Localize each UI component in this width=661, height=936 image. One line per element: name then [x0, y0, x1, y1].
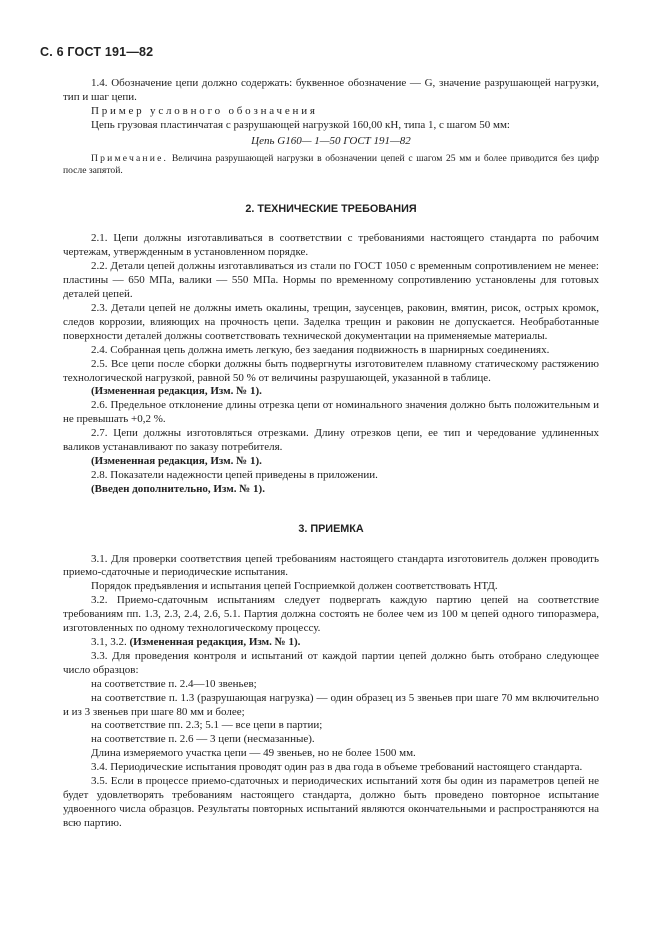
section-3-title: 3. ПРИЕМКА — [298, 522, 364, 535]
addition-note: (Введен дополнительно, Изм. № 1). — [91, 482, 265, 495]
note-label: Примечание. — [91, 152, 169, 164]
sample-item: на соответствие пп. 2.3; 5.1 — все цепи в партии; — [91, 719, 323, 732]
clause-2-5: 2.5. Все цепи после сборки должны быть подвергнуты изготовителем плавному статическому растяжению технологической нагрузкой, равной 50 % от величины разрушающей, указанной в таблице. — [63, 357, 599, 384]
clause-2-6: 2.6. Предельное отклонение длины отрезка цепи от номинального значения должно быть положительным и не превышать +0,2 %. — [63, 399, 599, 426]
clause-2-7: 2.7. Цепи должны изготовляться отрезками. Длину отрезков цепи, ее тип и чередование удлиненных валиков устанавливают по заказу потребителя. — [63, 427, 599, 454]
clause-3-4: 3.4. Периодические испытания проводят один раз в два года в объеме требований настоящего стандарта. — [91, 761, 583, 774]
example-label: Пример условного обозначения — [91, 104, 318, 117]
example-text: Цепь грузовая пластинчатая с разрушающей нагрузкой 160,00 кН, типа 1, с шагом 50 мм: — [91, 118, 510, 131]
revision-note — [63, 636, 599, 650]
revision-prefix: 3.1, 3.2. — [91, 636, 130, 648]
clause-2-3: 2.3. Детали цепей не должны иметь окалины, трещин, заусенцев, раковин, вмятин, рисок, острых кромок, следов коррозии, влияющих на прочность цепи. Заделка трещин и раковин не допускается. Необработанные поверхности деталей должны соответствовать технической документации на применяемые материалы. — [63, 301, 599, 342]
clause-1-4: 1.4. Обозначение цепи должно содержать: буквенное обозначение — G, значение разрушающей нагрузки, тип и шаг цепи. — [63, 77, 599, 103]
section-2-title: 2. ТЕХНИЧЕСКИЕ ТРЕБОВАНИЯ — [245, 202, 417, 215]
revision-note: (Измененная редакция, Изм. № 1). — [91, 454, 262, 467]
note — [63, 153, 599, 177]
note-text: Величина разрушающей нагрузки в обозначении цепей с шагом 25 мм и более приводится без цифр после запятой. — [63, 152, 599, 176]
clause-2-8: 2.8. Показатели надежности цепей приведены в приложении. — [91, 468, 378, 481]
clause-3-1-order: Порядок предъявления и испытания цепей Госприемкой должен соответствовать НТД. — [91, 580, 498, 593]
clause-2-1: 2.1. Цепи должны изготавливаться в соответствии с требованиями настоящего стандарта по рабочим чертежам, утвержденным в установленном порядке. — [63, 232, 599, 259]
clause-3-5: 3.5. Если в процессе приемо-сдаточных и периодических испытаний хотя бы один из параметров цепей не будет удовлетворять требованиям настоящего стандарта, должно быть проведено повторное испытание удвоенного числа образцов. Результаты повторных испытаний являются окончательными и распространяются на всю партию. — [63, 775, 599, 829]
designation-formula: Цепь G160— 1—50 ГОСТ 191—82 — [251, 134, 411, 147]
revision-note: (Измененная редакция, Изм. № 1). — [91, 385, 262, 398]
sample-item: на соответствие п. 2.4—10 звеньев; — [91, 677, 257, 690]
clause-2-4: 2.4. Собранная цепь должна иметь легкую, без заедания подвижность в шарнирных соединениях. — [91, 343, 550, 356]
sample-item: на соответствие п. 2.6 — 3 цепи (несмазанные). — [91, 733, 315, 746]
measured-length: Длина измеряемого участка цепи — 49 звеньев, но не более 1500 мм. — [91, 747, 416, 760]
clause-3-1: 3.1. Для проверки соответствия цепей требованиям настоящего стандарта изготовитель должен проводить приемо-сдаточные и периодические испытания. — [63, 552, 599, 579]
sample-item: на соответствие п. 1.3 (разрушающая нагрузка) — один образец из 5 звеньев при шаге 70 мм включительно и из 3 звеньев при шаге 80 мм и более; — [63, 691, 599, 718]
page-content — [63, 77, 599, 831]
page-header: С. 6 ГОСТ 191—82 — [40, 45, 154, 59]
revision-text: (Измененная редакция, Изм. № 1). — [129, 636, 301, 648]
clause-3-2: 3.2. Приемо-сдаточным испытаниям следует подвергать каждую партию цепей на соответствие требованиям пп. 1.3, 2.3, 2.4, 2.6, 5.1. Партия должна состоять не более чем из 100 м цепей одного типоразмера, изготовленных по одному технологическому процессу. — [63, 594, 599, 635]
clause-2-2: 2.2. Детали цепей должны изготавливаться из стали по ГОСТ 1050 с временным сопротивлением не менее: пластины — 650 МПа, валики — 550 МПа. Нормы по временному сопротивлению установлены для готовых деталей цепей. — [63, 260, 599, 301]
clause-3-3: 3.3. Для проведения контроля и испытаний от каждой партии цепей должно быть отобрано следующее число образцов: — [63, 649, 599, 676]
